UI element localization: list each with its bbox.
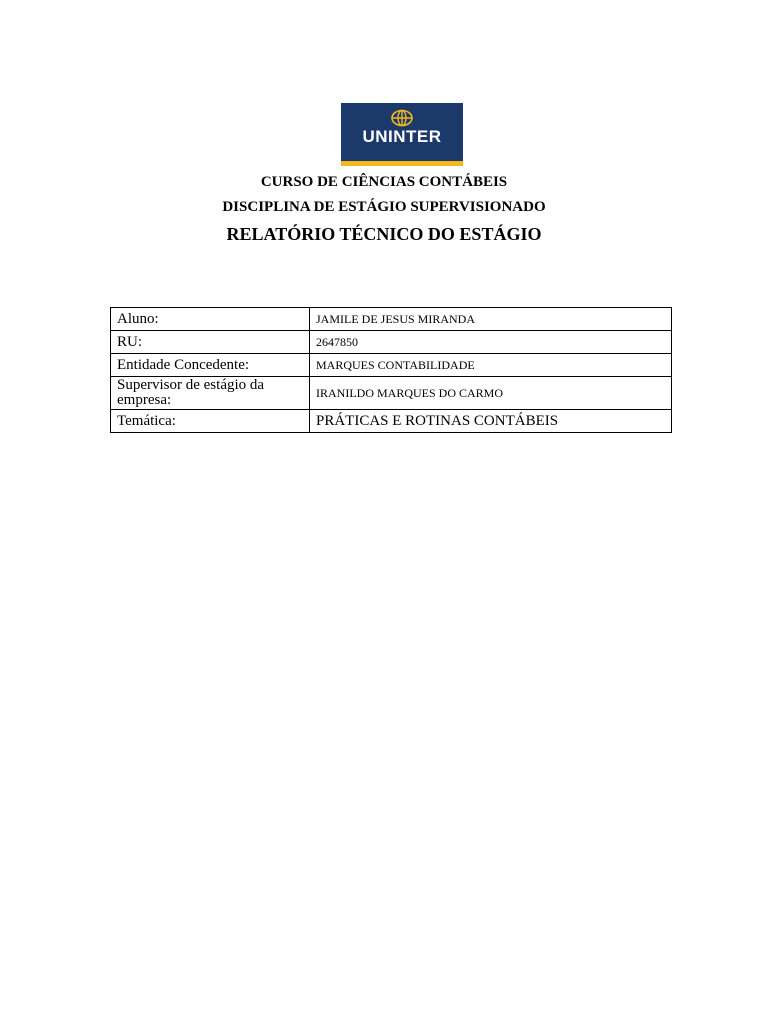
report-title: RELATÓRIO TÉCNICO DO ESTÁGIO — [226, 224, 542, 244]
course-heading: CURSO DE CIÊNCIAS CONTÁBEIS — [260, 174, 508, 190]
supervisor-label: Supervisor de estágio da empresa: — [111, 377, 310, 410]
table-row — [111, 331, 672, 354]
student-label: Aluno: — [111, 308, 310, 331]
table-row — [111, 377, 672, 410]
entity-label: Entidade Concedente: — [111, 354, 310, 377]
table-row — [111, 354, 672, 377]
logo-text: UNINTER — [362, 127, 442, 146]
theme-value: PRÁTICAS E ROTINAS CONTÁBEIS — [310, 410, 672, 433]
discipline-heading: DISCIPLINA DE ESTÁGIO SUPERVISIONADO — [222, 199, 546, 215]
ru-value: 2647850 — [310, 331, 672, 354]
student-value: JAMILE DE JESUS MIRANDA — [310, 308, 672, 331]
globe-icon — [390, 109, 414, 127]
internship-info-table — [110, 307, 672, 433]
logo-stripe — [341, 161, 463, 166]
ru-label: RU: — [111, 331, 310, 354]
entity-value: MARQUES CONTABILIDADE — [310, 354, 672, 377]
uninter-logo — [341, 103, 463, 166]
supervisor-value: IRANILDO MARQUES DO CARMO — [310, 377, 672, 410]
theme-label: Temática: — [111, 410, 310, 433]
table-row — [111, 410, 672, 433]
table-row — [111, 308, 672, 331]
